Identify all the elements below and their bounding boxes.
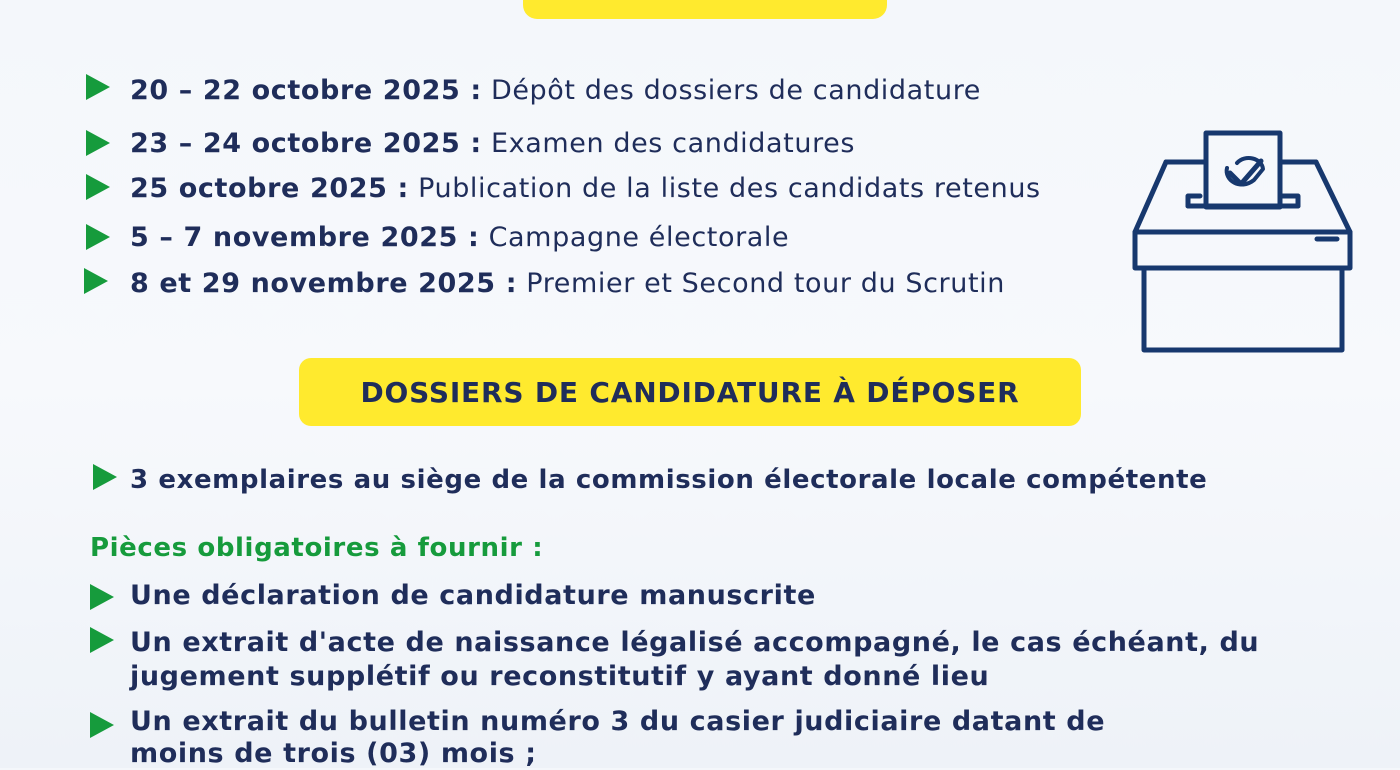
green-arrow-icon (93, 464, 117, 490)
timeline-date: 23 – 24 octobre 2025 : (130, 128, 482, 159)
timeline-date: 20 – 22 octobre 2025 : (130, 75, 482, 106)
green-arrow-icon (86, 174, 110, 200)
top-banner-pill (523, 0, 887, 19)
timeline-text: Examen des candidatures (490, 128, 856, 159)
green-arrow-icon (86, 224, 110, 250)
piece-line: Un extrait d'acte de naissance légalisé accompagné, le cas échéant, du (130, 627, 1260, 658)
piece-line: moins de trois (03) mois ; (130, 738, 537, 769)
timeline-date: 25 octobre 2025 : (130, 173, 409, 204)
green-arrow-icon (90, 712, 114, 738)
timeline-text: Campagne électorale (488, 222, 790, 253)
green-arrow-icon (90, 584, 114, 610)
green-arrow-icon (86, 74, 110, 100)
green-arrow-icon (86, 130, 110, 156)
timeline-date: 8 et 29 novembre 2025 : (130, 268, 518, 299)
timeline-text: Premier et Second tour du Scrutin (526, 268, 1005, 299)
green-arrow-icon (84, 268, 108, 294)
timeline-text: Publication de la liste des candidats retenus (418, 173, 1041, 204)
piece-line: Une déclaration de candidature manuscrite (130, 580, 816, 611)
timeline-date: 5 – 7 novembre 2025 : (130, 222, 480, 253)
green-arrow-icon (90, 627, 114, 653)
pieces-heading: Pièces obligatoires à fournir : (90, 533, 544, 563)
deposit-note: 3 exemplaires au siège de la commission électorale locale compétente (130, 465, 1208, 495)
piece-line: jugement supplétif ou reconstitutif y ayant donné lieu (130, 661, 990, 692)
piece-line: Un extrait du bulletin numéro 3 du casier judiciaire datant de (130, 706, 1106, 737)
section-title-banner (299, 358, 1081, 426)
section-title: DOSSIERS DE CANDIDATURE À DÉPOSER (360, 375, 1020, 409)
ballot-box-icon (1130, 128, 1358, 358)
timeline-text: Dépôt des dossiers de candidature (490, 75, 982, 106)
